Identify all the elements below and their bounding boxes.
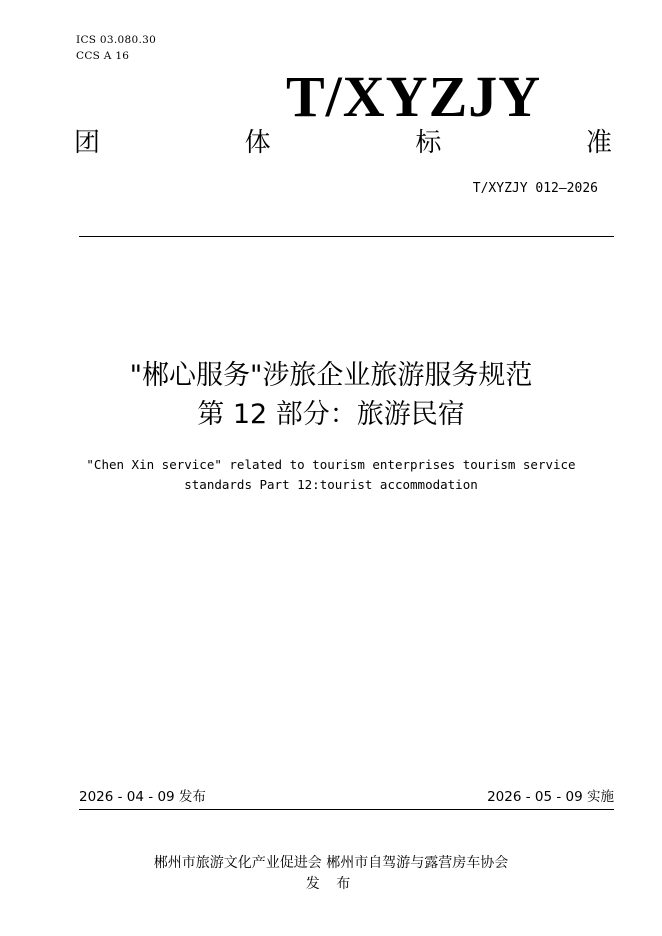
standard-type-char: 体 bbox=[244, 128, 271, 158]
standard-type-char: 团 bbox=[74, 128, 101, 158]
standard-logo: T/XYZJY bbox=[286, 64, 542, 129]
title-zh-line-2: 第 12 部分：旅游民宿 bbox=[197, 399, 465, 430]
standard-type bbox=[74, 126, 612, 160]
standard-type-char: 标 bbox=[415, 128, 442, 158]
standard-type-char: 准 bbox=[585, 128, 612, 158]
footer-divider bbox=[79, 809, 614, 810]
issuer-names: 郴州市旅游文化产业促进会 郴州市自驾游与露营房车协会 bbox=[153, 855, 509, 871]
title-en-line-1: "Chen Xin service" related to tourism enterprises tourism service bbox=[86, 457, 576, 472]
ccs-code: CCS A 16 bbox=[76, 50, 130, 62]
title-en-line-2: standards Part 12:tourist accommodation bbox=[184, 477, 478, 492]
standard-number: T/XYZJY 012—2026 bbox=[472, 181, 598, 196]
title-zh-line-1: "郴心服务"涉旅企业旅游服务规范 bbox=[129, 360, 533, 391]
issue-date: 2026 - 04 - 09 发布 bbox=[79, 789, 206, 805]
implementation-date: 2026 - 05 - 09 实施 bbox=[487, 789, 614, 805]
issuer-label: 发 布 bbox=[305, 876, 357, 892]
ics-code: ICS 03.080.30 bbox=[76, 34, 157, 46]
header-divider bbox=[79, 236, 614, 237]
classification-codes bbox=[76, 32, 156, 64]
